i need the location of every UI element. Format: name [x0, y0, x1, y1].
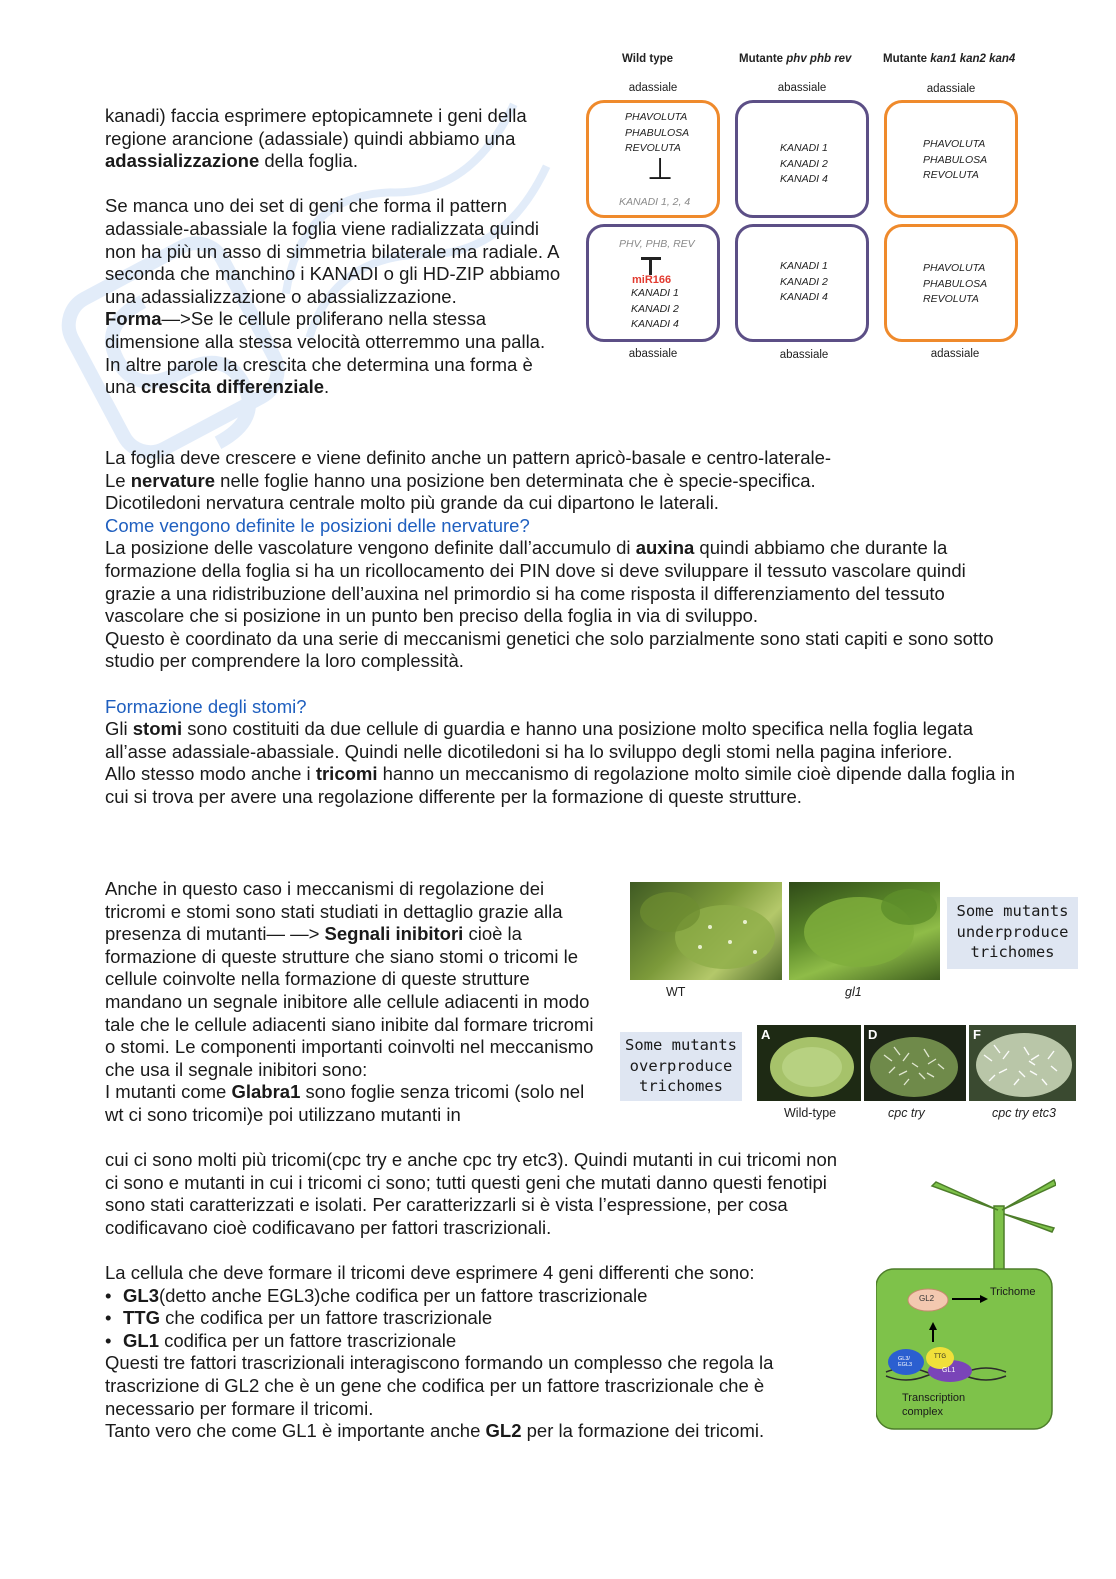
- repressed-genes: PHV, PHB, REV: [619, 238, 695, 250]
- gene: KANADI 1: [631, 287, 679, 299]
- gene: KANADI 2: [780, 157, 828, 170]
- gl3-label: GL3/ EGL3: [898, 1356, 913, 1368]
- header-wild-type: Wild type: [622, 53, 674, 65]
- panel-letter: D: [868, 1027, 878, 1042]
- wt-abaxial-box: [586, 224, 720, 342]
- gene: KANADI 1: [780, 260, 828, 272]
- paragraph: cui ci sono molti più tricomi(cpc try e anche cpc try etc3). Quindi mutanti in cui tricomi non ci sono e mutanti in cui i tricomi ci sono; tutti questi geni che mutati danno questi fenotipi sono stati caratterizzati e isolati. Per caratterizzarli si è vista l’espressione, per cosa codificavano cioè codificavano per fattori trascrizionali.: [105, 1149, 838, 1238]
- label-top-1: adassiale: [628, 82, 678, 94]
- label-top-3: adassiale: [926, 83, 976, 95]
- cpc-try-etc3-photo: [969, 1025, 1076, 1101]
- callout-overproduce: Some mutants overproduce trichomes: [620, 1032, 742, 1101]
- header-mutant-kan: Mutante kan1 kan2 kan4: [883, 53, 1016, 65]
- mut2-adaxial-box: [884, 100, 1018, 218]
- cpc-try-etc3-leaf-image: [969, 1025, 1076, 1101]
- gl1-leaf-image: [789, 882, 940, 980]
- gene: PHABULOSA: [923, 277, 988, 290]
- bullet-gl3: • GL3(detto anche EGL3)che codifica per un fattore trascrizionale: [105, 1284, 648, 1306]
- caption-cpc-try-etc3: cpc try etc3: [992, 1106, 1056, 1120]
- label-top-2: abassiale: [777, 82, 827, 94]
- paragraph: La cellula che deve formare il tricomi deve esprimere 4 geni differenti che sono:: [105, 1261, 755, 1283]
- trichome-cell-diagram: [876, 1176, 1056, 1430]
- question-heading: Come vengono definite le posizioni delle nervature?: [105, 514, 530, 536]
- gene: PHAVOLUTA: [923, 262, 986, 274]
- caption-gl1: gl1: [845, 985, 862, 999]
- trichome-label: Trichome: [990, 1286, 1036, 1298]
- gl1-photo: [789, 882, 940, 980]
- gene: PHAVOLUTA: [625, 111, 688, 123]
- panel-letter: A: [761, 1027, 771, 1042]
- gene: REVOLUTA: [923, 293, 979, 305]
- wt-leaf-image: [630, 882, 782, 980]
- gene: PHABULOSA: [625, 126, 690, 139]
- paragraph: Gli stomi sono costituiti da due cellule di guardia e hanno una posizione molto specifica nella foglia legata all’asse adassiale-abassiale. Quindi nelle dicotiledoni si ha lo sviluppo degli stomi nella pagina inferiore.: [105, 718, 973, 762]
- paragraph: Allo stesso modo anche i tricomi hanno un meccanismo di regolazione molto simile cioè dipende dalla foglia in cui si trova per avere una regolazione differente per la formazione di queste strutture.: [105, 763, 1016, 807]
- panel-letter: F: [973, 1027, 981, 1042]
- caption-cpc-try: cpc try: [888, 1106, 925, 1120]
- gene: KANADI 4: [780, 173, 828, 185]
- paragraph: Se manca uno dei set di geni che forma il pattern adassiale-abassiale la foglia viene radializzata quindi non ha più un asso di simmetria bilaterale ma radiale. A seconda che manchino i KANADI o gli HD-ZIP abbiamo una adassializzazione o abassializzazione.: [105, 195, 561, 307]
- bullet-gl1: • GL1 codifica per un fattore trascrizionale: [105, 1329, 457, 1351]
- paragraph: La posizione delle vascolature vengono definite dall’accumulo di auxina quindi abbiamo che durante la formazione della foglia si ha un ricollocamento dei PIN dove si deve sviluppare il tessuto vascolare quindi grazie a una ridistribuzione dell’auxina nel primordio si ha come risposta il differenziamento del tessuto vascolare che si posizione in un punto ben preciso della foglia in via di sviluppo.: [105, 537, 966, 627]
- label-bottom-3: adassiale: [930, 348, 980, 360]
- caption-wt: WT: [666, 985, 686, 999]
- paragraph: Questi tre fattori trascrizionali interagiscono formando un complesso che regola la trascrizione di GL2 che è un gene che codifica per un fattore trascrizionale che è necessario per formare il tricomi.: [105, 1352, 774, 1419]
- paragraph: Questo è coordinato da una serie di meccanismi genetici che solo parzialmente sono stati capiti e sono sotto studio per comprendere la loro complessità.: [105, 627, 994, 672]
- body-text-narrow: [105, 878, 597, 1127]
- mut2-abaxial-box: [884, 224, 1018, 342]
- gene: PHABULOSA: [923, 153, 988, 166]
- wt-photo: [630, 882, 782, 980]
- repressed-genes: KANADI 1, 2, 4: [619, 196, 691, 208]
- paragraph: La foglia deve crescere e viene definito anche un pattern apricò-basale e centro-laterale-: [105, 447, 832, 468]
- wildtype-photo: [757, 1025, 861, 1101]
- gene: REVOLUTA: [625, 142, 681, 154]
- paragraph: Anche in questo caso i meccanismi di regolazione dei tricromi e stomi sono stati studiati in dettaglio grazie alla presenza di mutanti— —> Segnali inibitori cioè la formazione di queste strutture che siano stomi o tricomi le cellule coinvolte nella formazione di queste strutture mandano un segnale inibitore alle cellule adiacenti in modo tale che le cellule adiacenti siano inibite dal formare tricromi o stomi. Le componenti importanti coinvolti nel meccanismo che usa il segnale inibitori sono:: [105, 878, 594, 1080]
- wildtype-leaf-image: [757, 1025, 861, 1101]
- question-heading: Formazione degli stomi?: [105, 695, 307, 717]
- mut1-abaxial-box: [735, 224, 869, 342]
- gene: KANADI 2: [780, 275, 828, 288]
- paragraph: I mutanti come Glabra1 sono foglie senza tricomi (solo nel wt ci sono tricomi)e poi utilizzano mutanti in: [105, 1081, 585, 1125]
- callout-underproduce: Some mutants underproduce trichomes: [947, 897, 1078, 969]
- label-bottom-2: abassiale: [779, 349, 829, 361]
- gene: KANADI 1: [780, 142, 828, 154]
- body-text-lower: [105, 1149, 855, 1443]
- repression-bar: [641, 257, 661, 260]
- paragraph: Forma—>Se le cellule proliferano nella stessa dimensione alla stessa velocità otterremmo una palla. In altre parole la crescita che determina una forma è una crescita differenziale.: [105, 308, 546, 398]
- bullet-ttg: • TTG che codifica per un fattore trascrizionale: [105, 1307, 493, 1329]
- paragraph: Dicotiledoni nervatura centrale molto più grande da cui dipartono le laterali.: [105, 492, 719, 514]
- gene: KANADI 4: [780, 291, 828, 303]
- mut1-adaxial-box: [735, 100, 869, 218]
- paragraph: Tanto vero che come GL1 è importante anche GL2 per la formazione dei tricomi.: [105, 1420, 765, 1442]
- cpc-try-photo: [864, 1025, 966, 1101]
- gene: KANADI 4: [631, 318, 679, 330]
- complex-label: Transcription complex: [902, 1392, 966, 1418]
- repression-symbol: ⊥: [647, 153, 674, 186]
- header-mutant-phv: Mutante phv phb rev: [739, 53, 852, 65]
- intro-text: [105, 105, 565, 399]
- gl2-label: GL2: [919, 1294, 935, 1303]
- body-text-main: [105, 447, 1020, 809]
- paragraph: Le nervature nelle foglie hanno una posizione ben determinata che è specie-specifica.: [105, 469, 816, 491]
- gene: REVOLUTA: [923, 169, 979, 181]
- mirna-label: miR166: [632, 274, 672, 286]
- caption-wildtype: Wild-type: [784, 1106, 837, 1120]
- ttg-label: TTG: [934, 1354, 946, 1360]
- gene: PHAVOLUTA: [923, 138, 986, 150]
- cpc-try-leaf-image: [864, 1025, 966, 1101]
- wt-adaxial-box: [586, 100, 720, 218]
- gene: KANADI 2: [631, 302, 679, 315]
- gl1-label: GL1: [942, 1367, 956, 1374]
- label-bottom-1: abassiale: [628, 348, 678, 360]
- paragraph: kanadi) faccia esprimere eptopicamnete i geni della regione arancione (adassiale) quindi abbiamo una adassializzazione della foglia.: [105, 105, 527, 172]
